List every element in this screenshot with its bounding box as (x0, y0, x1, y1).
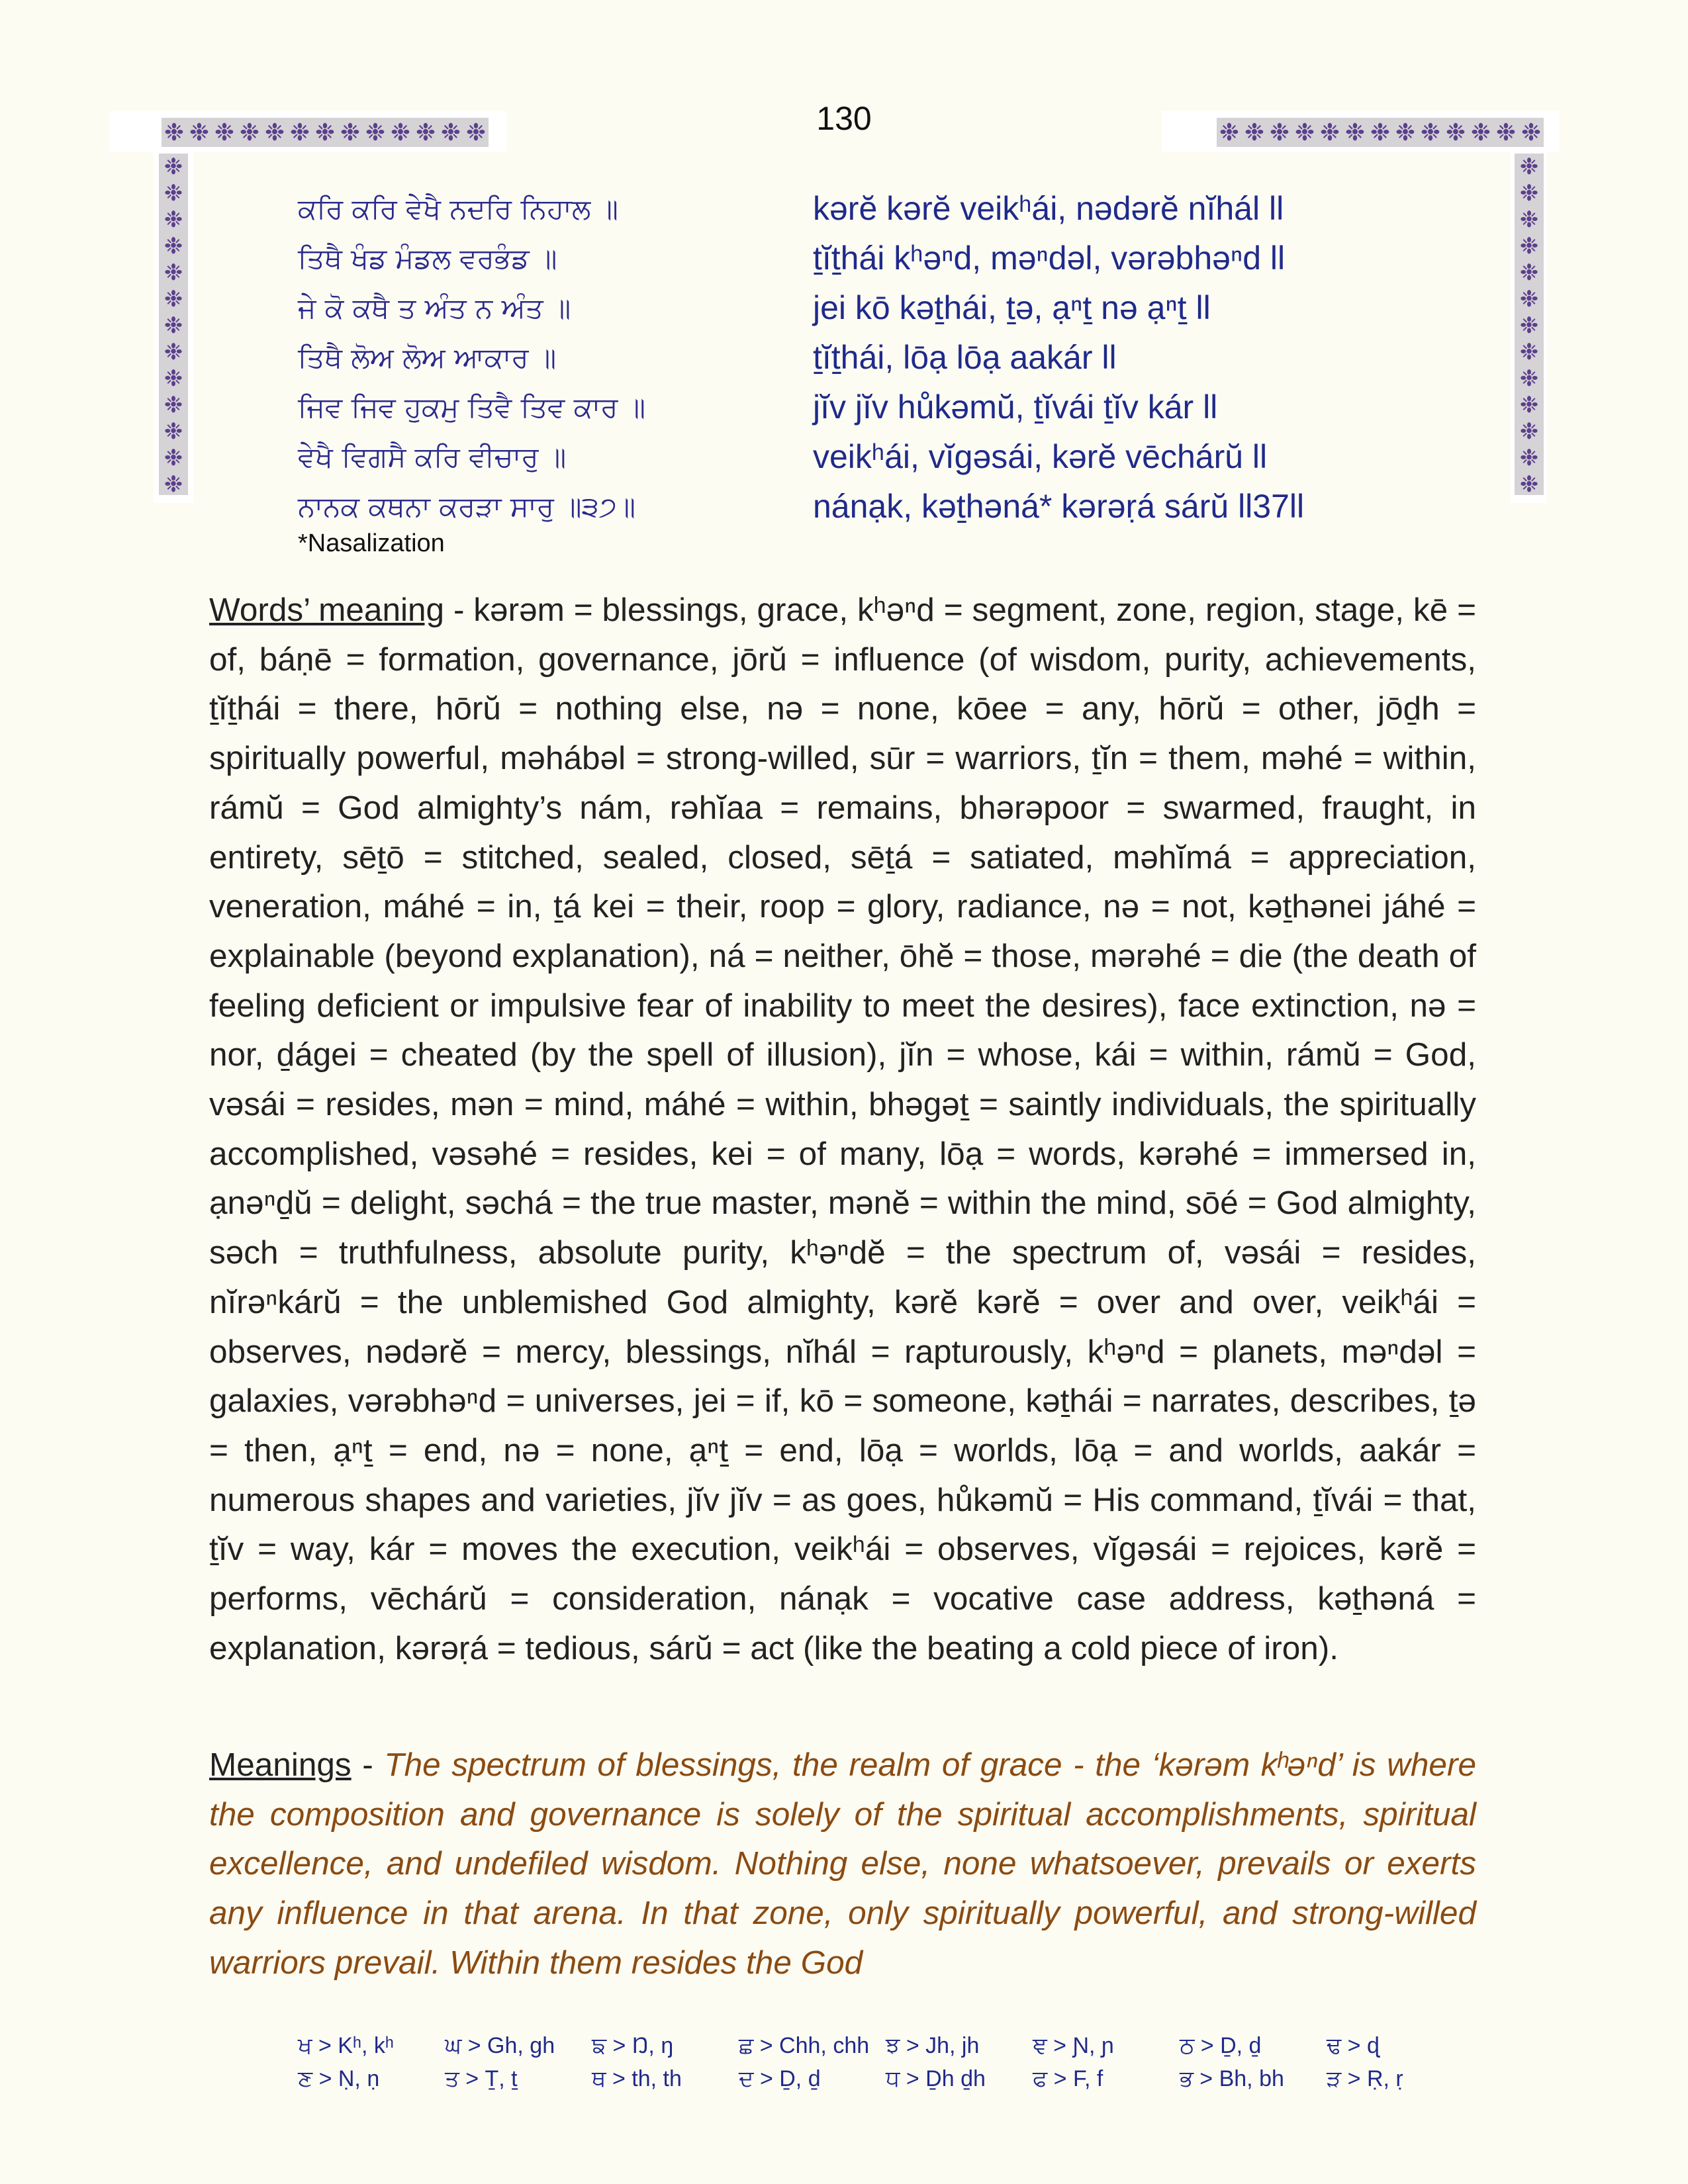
footnote: *Nasalization (298, 529, 445, 557)
key-entry: ਠ > Ḏ, ḏ (1180, 2033, 1262, 2058)
words-meaning-paragraph (209, 586, 1476, 1673)
key-entry: ਖ > Kʰ, kʰ (298, 2033, 394, 2058)
key-entry: ੜ > Ṛ, ṛ (1327, 2066, 1403, 2091)
verse-transliteration-line: ṯĭṯhái kʰəⁿd, məⁿdəl, vərəbhəⁿd ll (813, 240, 1286, 277)
ornament-column-right: ❉ ❉ ❉ ❉ ❉ ❉ ❉ ❉ ❉ ❉ ❉ ❉ ❉ (1515, 154, 1544, 495)
words-meaning-heading: Words’ meaning (209, 592, 445, 628)
verse-transliteration-line: veikʰái, vĭgəsái, kərĕ vēchárŭ ll (813, 438, 1268, 475)
transliteration-key-row (298, 2062, 1489, 2095)
words-meaning-text: - kərəm = blessings, grace, kʰəⁿd = segment, zone, region, stage, kē = of, báṇē = formation, governance, jōrŭ = influence (of wisdom, purity, achievements, ṯĭṯhái = there, hōrŭ = nothing else, nə = none, kōee = any, hōrŭ = other, jōḏh = spiritually powerful, məhábəl = strong-willed, sūr = warriors, ṯĭn = them, məhé = within, rámŭ = God almighty’s nám, rəhĭaa = remains, bhərəpoor = swarmed, fraught, in entirety, sēṯō = stitched, sealed, closed, sēṯá = satiated, məhĭmá = appreciation, veneration, máhé = in, ṯá kei = their, roop = glory, radiance, nə = not, kəṯhənei jáhé = explainable (beyond explanation), ná = neither, ōhĕ = those, mərəhé = die (the death of feeling deficient or impulsive fear of inability to meet the desires), face extinction, nə = nor, ḏágei = cheated (by the spell of illusion), jĭn = whose, kái = within, rámŭ = God, vəsái = resides, mən = mind, máhé = within, bhəgəṯ = saintly individuals, the spiritually accomplished, vəsəhé = resides, kei = of many, lōạ = words, kərəhé = immersed in, ạnəⁿḏŭ = delight, səchá = the true master, mənĕ = within the mind, sōé = God almighty, səch = truthfulness, absolute purity, kʰəⁿdĕ = the spectrum of, vəsái = resides, nĭrəⁿkárŭ = the unblemished God almighty, kərĕ kərĕ = over and over, veikʰái = observes, nədərĕ = mercy, blessings, nĭhál = rapturously, kʰəⁿd = planets, məⁿdəl = galaxies, vərəbhəⁿd = universes, jei = if, kō = someone, kəṯhái = narrates, describes, ṯə = then, ạⁿṯ = end, nə = none, ạⁿṯ = end, lōạ = worlds, lōạ = and worlds, aakár = numerous shapes and varieties, jĭv jĭv = as goes, hůkəmŭ = His command, ṯĭvái = that, ṯĭv = way, kár = moves the execution, veikʰái = observes, vĭgəsái = rejoices, kərĕ = performs, vēchárŭ = consideration, nánạk = vocative case address, kəṯhəná = explanation, kərəṛá = tedious, sárŭ = act (like the beating a cold piece of iron). (209, 592, 1476, 1666)
verse-gurmukhi-line: ਜੇ ਕੋ ਕਥੈ ਤ ਅੰਤ ਨ ਅੰਤ ॥ (298, 292, 571, 324)
verse-transliteration (813, 184, 1475, 531)
verse-gurmukhi-line: ਤਿਥੈ ਖੰਡ ਮੰਡਲ ਵਰਭੰਡ ॥ (298, 242, 557, 275)
verse-gurmukhi (298, 184, 761, 531)
key-entry: ਘ > Gh, gh (445, 2033, 555, 2058)
verse-transliteration-line: nánạk, kəṯhəná* kərəṛá sárŭ ll37ll (813, 488, 1305, 525)
key-entry: ਥ > th, th (592, 2066, 682, 2091)
key-entry: ਛ > Chh, chh (739, 2033, 870, 2058)
page-number: 130 (816, 100, 872, 137)
key-entry: ਣ > Ṇ, ṇ (298, 2066, 380, 2091)
verse-transliteration-line: jei kō kəṯhái, ṯə, ạⁿṯ nə ạⁿṯ ll (813, 289, 1211, 326)
ornament-band-top-right: ❉ ❉ ❉ ❉ ❉ ❉ ❉ ❉ ❉ ❉ ❉ ❉ ❉ (1217, 118, 1544, 147)
meanings-text: The spectrum of blessings, the realm of grace - the ‘kərəm kʰəⁿd’ is where the composition and governance is solely of the spiritual accomplishments, spiritual excellence, and undefiled wisdom. Nothing else, none whatsoever, prevails or exerts any influence in that arena. In that zone, only spiritually powerful, and strong-willed warriors prevail. Within them resides the God (209, 1747, 1476, 1981)
transliteration-key (298, 2029, 1489, 2095)
verse-gurmukhi-line: ਤਿਥੈ ਲੋਅ ਲੋਅ ਆਕਾਰ ॥ (298, 341, 557, 374)
transliteration-key-row (298, 2029, 1489, 2062)
key-entry: ਤ > Ṯ, ṯ (445, 2066, 518, 2091)
verse-transliteration-line: kərĕ kərĕ veikʰái, nədərĕ nĭhál ll (813, 190, 1284, 227)
verse-gurmukhi-line: ਜਿਵ ਜਿਵ ਹੁਕਮੁ ਤਿਵੈ ਤਿਵ ਕਾਰ ॥ (298, 391, 646, 424)
meanings-heading: Meanings (209, 1747, 352, 1783)
key-entry: ਫ > F, f (1033, 2066, 1103, 2091)
key-entry: ਝ > Jh, jh (886, 2033, 980, 2058)
verse-transliteration-line: jĭv jĭv hůkəmŭ, ṯĭvái ṯĭv kár ll (813, 388, 1218, 426)
key-entry: ਧ > Ḏh ḏh (886, 2066, 986, 2091)
ornament-column-left: ❉ ❉ ❉ ❉ ❉ ❉ ❉ ❉ ❉ ❉ ❉ ❉ ❉ (159, 154, 188, 495)
key-entry: ਦ > Ḏ, ḏ (739, 2066, 821, 2091)
verse-gurmukhi-line: ਕਰਿ ਕਰਿ ਵੇਖੈ ਨਦਰਿ ਨਿਹਾਲ ॥ (298, 193, 618, 225)
verse-gurmukhi-line: ਨਾਨਕ ਕਥਨਾ ਕਰੜਾ ਸਾਰੁ ॥੩੭॥ (298, 490, 636, 523)
key-entry: ਢ > ɖ (1327, 2033, 1380, 2058)
meanings-paragraph: Meanings - The spectrum of blessings, the realm of grace - the ‘kərəm kʰəⁿd’ is where the composition and governance is solely of the spiritual accomplishments, spiritual excellence, and undefiled wisdom. Nothing else, none whatsoever, prevails or exerts any influence in that arena. In that zone, only spiritually powerful, and strong-willed warriors prevail. Within them resides the God (209, 1747, 1476, 1981)
ornament-band-top-left: ❉ ❉ ❉ ❉ ❉ ❉ ❉ ❉ ❉ ❉ ❉ ❉ ❉ (162, 118, 489, 147)
verse-transliteration-line: ṯĭṯhái, lōạ lōạ aakár ll (813, 339, 1117, 376)
key-entry: ਞ > Ɲ, ɲ (1033, 2033, 1114, 2058)
key-entry: ਙ > Ŋ, ŋ (592, 2033, 674, 2058)
key-entry: ਭ > Bh, bh (1180, 2066, 1284, 2091)
verse-gurmukhi-line: ਵੇਖੈ ਵਿਗਸੈ ਕਰਿ ਵੀਚਾਰੁ ॥ (298, 441, 567, 473)
